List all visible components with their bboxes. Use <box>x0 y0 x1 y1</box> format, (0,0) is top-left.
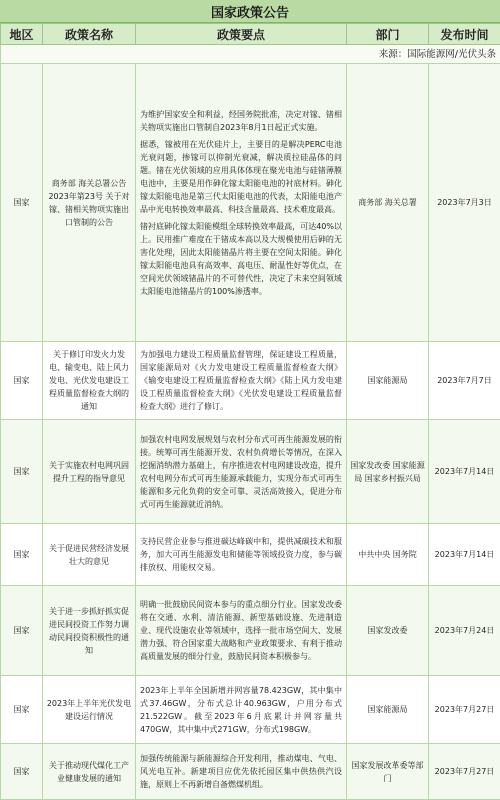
table-row <box>1 676 500 744</box>
policy-points-cell <box>136 64 347 342</box>
region-cell: 国家 <box>1 676 43 744</box>
department-cell: 国家发展改革委等部门 <box>347 744 429 800</box>
policy-point: 锗衬底砷化镓太阳能模组全球转换效率最高，可达40%以上。民用推广难度在于锗成本高以及大规模使用后砷的无害化处理，因此太阳能锗晶片将主要在空间太阳能。砷化镓太阳能电池具有高效率、高电压、耐温性好等优点，在空间光伏领域锗晶片的不可替代性，决定了未来空间领域太阳能电池锗晶片的100%渗透率。 <box>140 220 342 298</box>
header-publish-date: 发布时间 <box>429 24 500 45</box>
policy-point: 支持民营企业参与推进碳达峰碳中和，提供减碳技术和服务，加大可再生能源发电和储能等领域投资力度，参与碳排放权、用能权交易。 <box>140 535 342 574</box>
policy-point: 据悉，镓被用在光伏硅片上，主要目的是解决PERC电池光衰问题，掺镓可以抑制光衰减，解决质拉硅晶体的问题。锗在光伏领域的应用具体体现在聚光电池与硅锗薄膜电池中，主要是用作砷化镓太阳能电池的衬底材料。砷化镓太阳能电池是第三代太阳能电池的代表，太阳能电池产品中光电转换效率最高、科技含量最高、技术难度最高。 <box>140 138 342 216</box>
table-row <box>1 744 500 800</box>
department-cell: 国家发改委 <box>347 586 429 676</box>
department-cell: 商务部 海关总署 <box>347 64 429 342</box>
policy-point: 加强传统能源与新能源综合开发利用，推动煤电、气电、风光电互补。新建项目应优先依托园区集中供热供汽设施，原则上不再新增自备燃煤机组。 <box>140 752 342 791</box>
header-policy-name: 政策名称 <box>43 24 136 45</box>
date-cell: 2023年7月27日 <box>429 676 500 744</box>
department-cell: 国家发改委 国家能源局 国家乡村振兴局 <box>347 420 429 524</box>
page-title: 国家政策公告 <box>0 0 500 23</box>
table-row <box>1 342 500 420</box>
region-cell: 国家 <box>1 342 43 420</box>
date-cell: 2023年7月27日 <box>429 744 500 800</box>
policy-point: 为维护国家安全和利益，经国务院批准，决定对镓、锗相关物项实施出口管制自2023年8月1日起正式实施。 <box>140 108 342 134</box>
policy-name-cell: 商务部 海关总署公告2023年第23号 关于对镓、锗相关物项实施出口管制的公告 <box>43 64 136 342</box>
department-cell: 中共中央 国务院 <box>347 524 429 586</box>
region-cell: 国家 <box>1 744 43 800</box>
header-department: 部门 <box>347 24 429 45</box>
department-cell: 国家能源局 <box>347 676 429 744</box>
policy-points-cell <box>136 524 347 586</box>
source-note: 来源：国际能源网/光伏头条 <box>1 45 500 64</box>
policy-name-cell: 关于推动现代煤化工产业健康发展的通知 <box>43 744 136 800</box>
region-cell: 国家 <box>1 524 43 586</box>
table-header-row <box>1 24 500 45</box>
date-cell: 2023年7月24日 <box>429 586 500 676</box>
region-cell: 国家 <box>1 586 43 676</box>
policy-name-cell: 关于修订印发火力发电、输变电、陆上风力发电、光伏发电建设工程质量监督检查大纲的通知 <box>43 342 136 420</box>
policy-points-cell <box>136 744 347 800</box>
date-cell: 2023年7月3日 <box>429 64 500 342</box>
region-cell: 国家 <box>1 420 43 524</box>
table-row <box>1 64 500 342</box>
date-cell: 2023年7月14日 <box>429 524 500 586</box>
policy-point: 加强农村电网发展规划与农村分布式可再生能源发展的衔接。统筹可再生能源开发、农村负荷增长等情况，在深入挖掘消纳潜力基础上，有序推进农村电网建设改造，提升农村电网分布式可再生能源承载能力，实现分布式可再生能源和多元化负荷的安全可靠、灵活高效接入，促进分布式可再生能源就近消纳。 <box>140 433 342 511</box>
policy-point: 为加强电力建设工程质量监督管理，保证建设工程质量，国家能源局对《火力发电建设工程质量监督检查大纲》《输变电建设工程质量监督检查大纲》《陆上风力发电建设工程质量监督检查大纲》《光伏发电建设工程质量监督检查大纲》进行了修订。 <box>140 348 342 413</box>
table-row <box>1 420 500 524</box>
department-cell: 国家能源局 <box>347 342 429 420</box>
policy-name-cell: 关于实施农村电网巩固提升工程的指导意见 <box>43 420 136 524</box>
header-policy-points: 政策要点 <box>136 24 347 45</box>
header-region: 地区 <box>1 24 43 45</box>
table-row <box>1 586 500 676</box>
date-cell: 2023年7月7日 <box>429 342 500 420</box>
policy-name-cell: 关于进一步抓好抓实促进民间投资工作努力调动民间投资积极性的通知 <box>43 586 136 676</box>
policy-point: 明确一批鼓励民间资本参与的重点细分行业。国家发改委将在交通、水利、清洁能源、新型基础设施、先进制造业、现代设施农业等领域中，选择一批市场空间大、发展潜力强、符合国家重大战略和产业政策要求、有利于推动高质量发展的细分行业，鼓励民间资本积极参与。 <box>140 598 342 663</box>
policy-points-cell <box>136 342 347 420</box>
policy-table <box>0 23 500 800</box>
policy-points-cell <box>136 420 347 524</box>
date-cell: 2023年7月14日 <box>429 420 500 524</box>
table-row <box>1 524 500 586</box>
policy-points-cell <box>136 676 347 744</box>
policy-name-cell: 2023年上半年光伏发电建设运行情况 <box>43 676 136 744</box>
policy-points-cell <box>136 586 347 676</box>
region-cell: 国家 <box>1 64 43 342</box>
policy-point: 2023年上半年全国新增并网容量78.423GW，其中集中式37.46GW，分布式总计40.963GW，户用分布式21.522GW。截至2023年6月底累计并网容量共470GW，其中集中式271GW，分布式198GW。 <box>140 684 342 736</box>
policy-name-cell: 关于促进民营经济发展壮大的意见 <box>43 524 136 586</box>
source-row <box>1 45 500 64</box>
